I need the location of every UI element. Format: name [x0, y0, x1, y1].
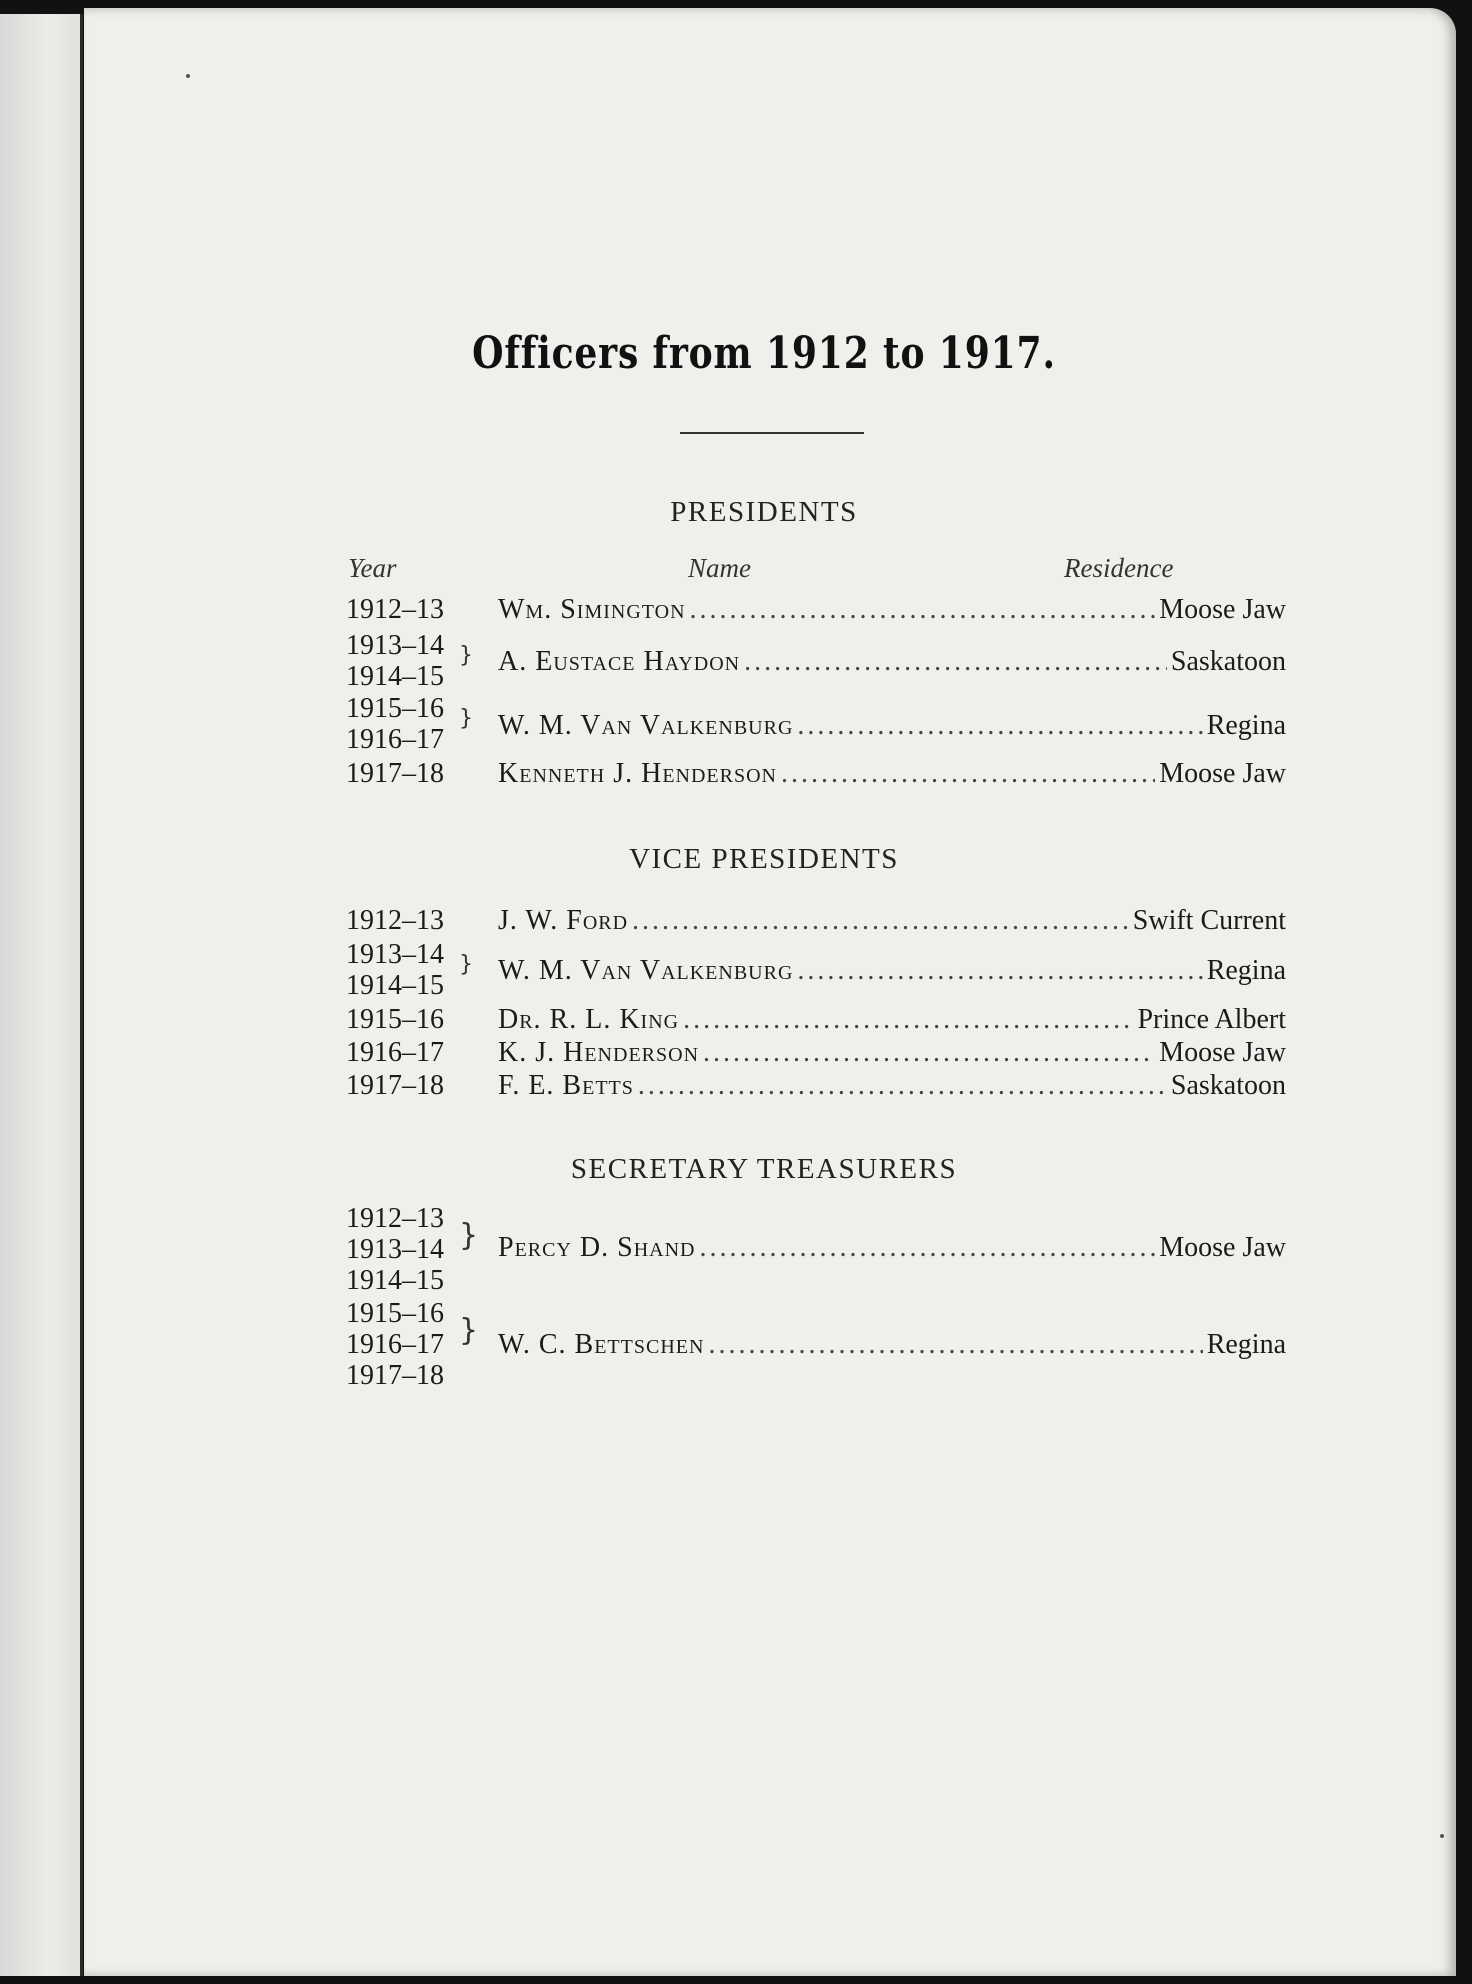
dot-leader [744, 645, 1167, 679]
officer-name: A. Eustace Haydon [498, 646, 741, 677]
officer-name: F. E. Betts [498, 1070, 634, 1101]
dot-leader [797, 709, 1202, 743]
officer-name: Percy D. Shand [498, 1232, 696, 1263]
previous-page-edge [0, 14, 83, 1976]
year-cell: 1915–16 [346, 693, 444, 724]
year-cell: 1916–17 [346, 1037, 444, 1068]
year-cell: 1912–13 [346, 594, 444, 625]
year-cell: 1917–18 [346, 1070, 444, 1101]
officer-name: Wm. Simington [498, 594, 686, 625]
residence-cell: Moose Jaw [1159, 758, 1286, 789]
year-cell: 1914–15 [346, 661, 444, 692]
dot-leader [690, 593, 1156, 627]
year-cell: 1914–15 [346, 970, 444, 1001]
residence-cell: Saskatoon [1170, 1070, 1286, 1101]
residence-cell: Moose Jaw [1159, 1037, 1286, 1068]
vice-president-row [346, 1036, 1286, 1070]
year-cell: 1916–17 [346, 724, 444, 755]
officer-name: K. J. Henderson [498, 1037, 700, 1068]
dot-leader [638, 1069, 1167, 1103]
dot-leader [632, 904, 1129, 938]
brace-icon: } [459, 1313, 479, 1348]
residence-cell: Moose Jaw [1159, 1232, 1286, 1263]
year-cell: 1912–13 [346, 1203, 444, 1234]
dot-leader [699, 1231, 1155, 1265]
title-rule [680, 432, 864, 434]
book-page [84, 8, 1456, 1976]
year-cell: 1914–15 [346, 1265, 444, 1296]
brace-icon: } [459, 1218, 479, 1253]
dot-leader [703, 1036, 1155, 1070]
brace-icon: } [459, 952, 473, 977]
secretary-treasurer-row [346, 1328, 1286, 1362]
dot-leader [708, 1328, 1202, 1362]
secretary-treasurer-row [346, 1231, 1286, 1265]
dot-leader [797, 954, 1202, 988]
year-cell: 1913–14 [346, 630, 444, 661]
vice-president-row [346, 1069, 1286, 1103]
secretary-treasurers-heading: SECRETARY TREASURERS [570, 1153, 958, 1185]
residence-cell: Moose Jaw [1159, 594, 1286, 625]
paper-speck [186, 74, 190, 78]
year-cell: 1916–17 [346, 1329, 444, 1360]
vice-president-row [346, 954, 1286, 988]
page-title: Officers from 1912 to 1917. [472, 328, 1056, 379]
officer-name: Kenneth J. Henderson [498, 758, 777, 789]
year-cell: 1915–16 [346, 1298, 444, 1329]
dot-leader [683, 1003, 1133, 1037]
president-row [346, 709, 1286, 743]
column-year-header: Year [348, 553, 397, 583]
presidents-heading: PRESIDENTS [670, 496, 858, 528]
officer-name: W. M. Van Valkenburg [498, 710, 794, 741]
officer-name: W. C. Bettschen [498, 1329, 705, 1360]
paper-speck [1440, 1834, 1444, 1838]
vice-president-row [346, 904, 1286, 938]
residence-cell: Prince Albert [1137, 1004, 1286, 1035]
brace-icon: } [459, 643, 473, 668]
residence-cell: Saskatoon [1170, 646, 1286, 677]
officer-name: Dr. R. L. King [498, 1004, 680, 1035]
residence-cell: Regina [1206, 955, 1286, 986]
year-cell: 1913–14 [346, 939, 444, 970]
officer-name: J. W. Ford [498, 905, 629, 936]
year-cell: 1915–16 [346, 1004, 444, 1035]
year-cell: 1917–18 [346, 1360, 444, 1391]
year-cell: 1912–13 [346, 905, 444, 936]
president-row [346, 593, 1286, 627]
officer-name: W. M. Van Valkenburg [498, 955, 794, 986]
residence-cell: Regina [1206, 1329, 1286, 1360]
column-name-header: Name [688, 553, 751, 583]
year-cell: 1913–14 [346, 1234, 444, 1265]
dot-leader [781, 757, 1155, 791]
residence-cell: Regina [1206, 710, 1286, 741]
president-row [346, 757, 1286, 791]
president-row [346, 645, 1286, 679]
vice-presidents-heading: VICE PRESIDENTS [629, 843, 899, 875]
column-residence-header: Residence [1064, 553, 1174, 583]
vice-president-row [346, 1003, 1286, 1037]
year-cell: 1917–18 [346, 758, 444, 789]
residence-cell: Swift Current [1132, 905, 1286, 936]
brace-icon: } [459, 706, 473, 731]
